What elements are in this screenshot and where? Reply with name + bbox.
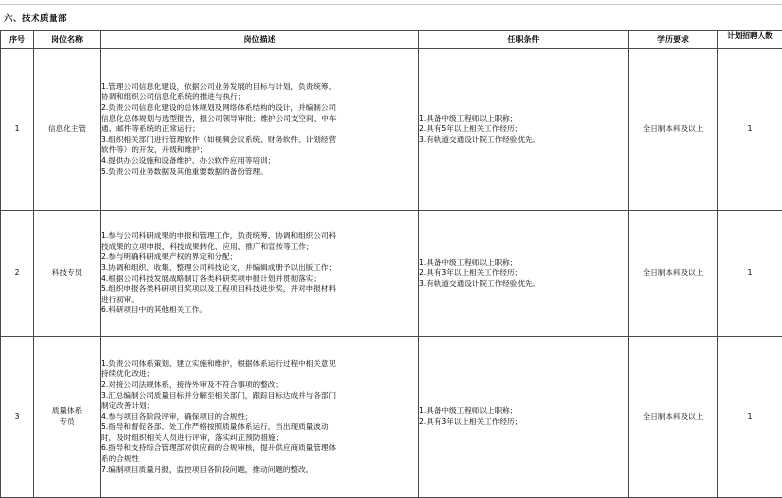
cell-position xyxy=(34,337,101,498)
header-description: 岗位描述 xyxy=(101,31,419,49)
cell-seq: 3 xyxy=(1,337,34,498)
desc-line: 3.汇总编制公司质量目标并分解至相关部门，跟踪目标达成并与各部门 xyxy=(101,391,418,402)
desc-line: 1.管理公司信息化建设，依据公司业务发展的目标与计划，负责统筹、 xyxy=(101,82,418,93)
header-requirements: 任职条件 xyxy=(419,31,629,49)
cell-education: 全日制本科及以上 xyxy=(629,337,718,498)
table-row xyxy=(1,211,782,337)
cell-education: 全日制本科及以上 xyxy=(629,49,718,211)
header-row xyxy=(1,31,782,49)
desc-line: 6.指导和支持综合管理部对供应商的合规审核，提升供应商质量管理体 xyxy=(101,443,418,454)
req-line: 2.具有3年以上相关工作经历； xyxy=(419,417,628,428)
table-row xyxy=(1,337,782,498)
req-line: 1.具备中级工程师以上职称； xyxy=(419,406,628,417)
cell-position: 科技专员 xyxy=(34,211,101,337)
desc-line: 信息化总体规划与选型报告，报公司领导审批；维护公司支空间、中车 xyxy=(101,114,418,125)
desc-line: 1.参与公司科研成果的申报和管理工作，负责统筹、协调和组织公司科 xyxy=(101,231,418,242)
cell-description xyxy=(101,211,419,337)
desc-line: 时，及时组织相关人员进行评审，落实纠正预防措施； xyxy=(101,433,418,444)
desc-line: 协调和组织公司信息化系统的推进与执行； xyxy=(101,92,418,103)
req-line: 1.具备中级工程师以上职称； xyxy=(419,258,628,269)
previous-row-edge xyxy=(0,0,782,5)
cell-position: 信息化主管 xyxy=(34,49,101,211)
cell-plan-count: 1 xyxy=(718,211,782,337)
cell-requirements xyxy=(419,211,629,337)
job-table xyxy=(0,30,782,498)
header-education: 学历要求 xyxy=(629,31,718,49)
desc-line: 7.编制项目质量月报，监控项目各阶段问题，推动问题的整改。 xyxy=(101,465,418,476)
desc-line: 技成果的立项申报、科技成果转化、应用、推广和宣传等工作； xyxy=(101,242,418,253)
cell-seq: 1 xyxy=(1,49,34,211)
header-position: 岗位名称 xyxy=(34,31,101,49)
desc-line: 5.指导和督促各部、处工作严格按照质量体系运行，当出现质量波动 xyxy=(101,422,418,433)
table-row xyxy=(1,49,782,211)
desc-line: 软件等）的开发，升级和维护； xyxy=(101,145,418,156)
req-line: 1.具备中级工程师以上职称； xyxy=(419,114,628,125)
cell-description xyxy=(101,49,419,211)
section-title: 六、技术质量部 xyxy=(4,12,67,24)
desc-line: 3.组织相关部门进行管理软件（如视频会议系统、财务软件、计划经营 xyxy=(101,135,418,146)
position-line: 专员 xyxy=(34,417,100,428)
desc-line: 通、邮件等系统的正常运行； xyxy=(101,124,418,135)
cell-education: 全日制本科及以上 xyxy=(629,211,718,337)
desc-line: 系的合规性 xyxy=(101,454,418,465)
desc-line: 4.根据公司科技发展战略制订各类科研奖项申报计划并贯彻落实； xyxy=(101,274,418,285)
cell-description xyxy=(101,337,419,498)
req-line: 2.具有3年以上相关工作经历； xyxy=(419,268,628,279)
desc-line: 2.对接公司法规体系，接待外审及不符合事项的整改； xyxy=(101,380,418,391)
desc-line: 6.科研项目中的其他相关工作。 xyxy=(101,305,418,316)
desc-line: 1.负责公司体系策划、建立实施和维护，根据体系运行过程中相关意见 xyxy=(101,359,418,370)
req-line: 2.具有5年以上相关工作经历； xyxy=(419,124,628,135)
desc-line: 进行初审。 xyxy=(101,295,418,306)
desc-line: 4.参与项目各阶段评审，确保项目的合规性； xyxy=(101,412,418,423)
desc-line: 制定改善计划； xyxy=(101,401,418,412)
desc-line: 2.负责公司信息化建设的总体规划及网络体系结构的设计，并编制公司 xyxy=(101,103,418,114)
desc-line: 5.组织申报各类科研项目奖项以及工程项目科技进步奖，并对申报材料 xyxy=(101,284,418,295)
desc-line: 2.参与明确科研成果产权的界定和分配； xyxy=(101,252,418,263)
cell-requirements xyxy=(419,49,629,211)
header-seq: 序号 xyxy=(1,31,34,49)
desc-line: 持续优化改进； xyxy=(101,369,418,380)
desc-line: 4.提供办公设施和设备维护、办公软件应用等培训； xyxy=(101,156,418,167)
cell-plan-count: 1 xyxy=(718,337,782,498)
req-line: 3.有轨道交通设计院工作经验优先。 xyxy=(419,279,628,290)
header-plan-count: 计划招聘人数 xyxy=(718,31,782,49)
desc-line: 5.负责公司业务数据及其他重要数据的备份管理。 xyxy=(101,167,418,178)
cell-plan-count: 1 xyxy=(718,49,782,211)
req-line: 3.有轨道交通设计院工作经验优先。 xyxy=(419,135,628,146)
cell-seq: 2 xyxy=(1,211,34,337)
desc-line: 3.协调和组织、收集、整理公司科技论文，并编辑成册予以出版工作； xyxy=(101,263,418,274)
cell-requirements xyxy=(419,337,629,498)
position-line: 质量体系 xyxy=(34,406,100,417)
